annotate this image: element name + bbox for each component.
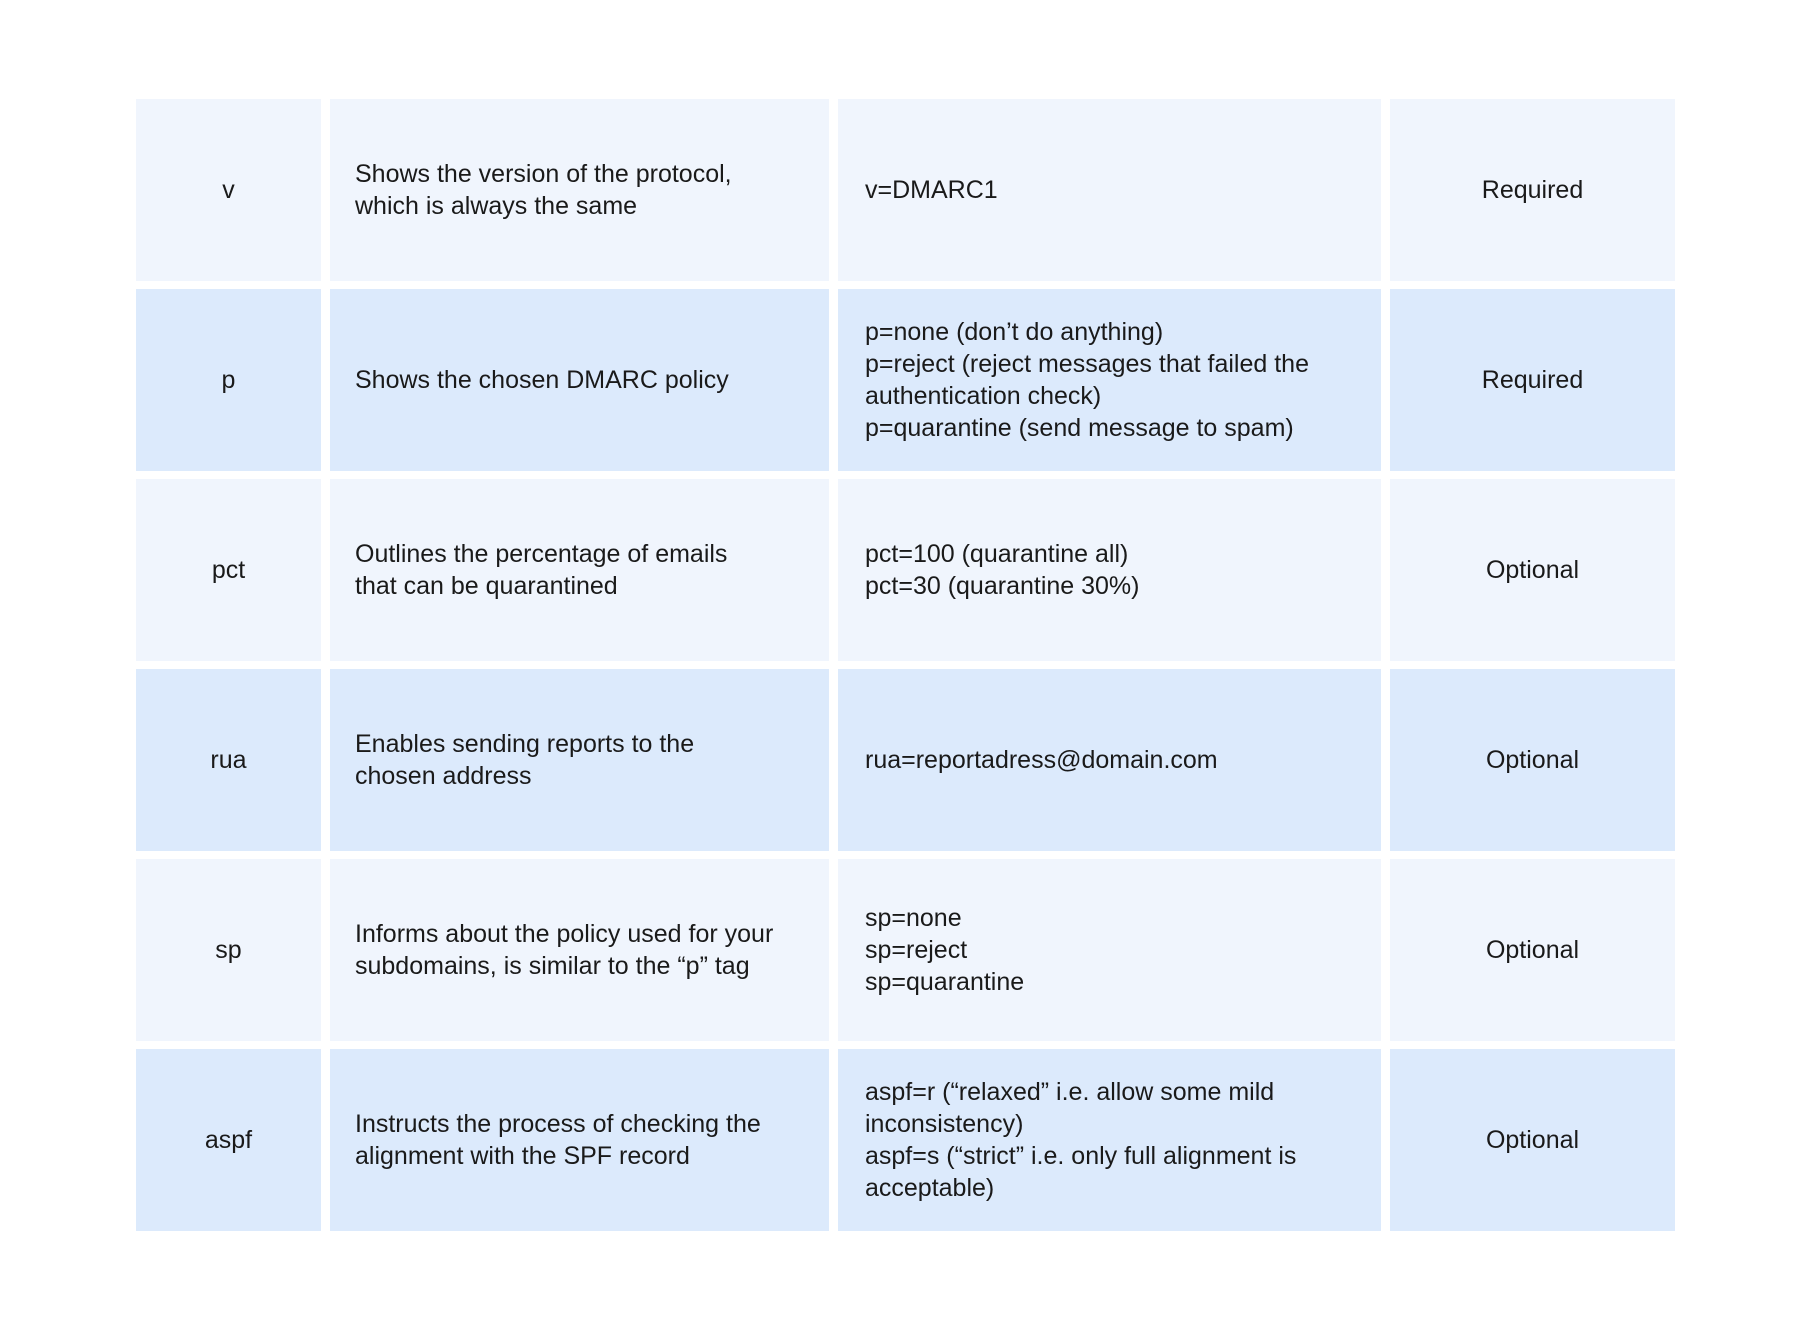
tag-cell: sp	[136, 859, 321, 1041]
example-cell: rua=reportadress@domain.com	[838, 669, 1381, 851]
status-cell: Required	[1390, 289, 1675, 471]
description-cell: Shows the chosen DMARC policy	[330, 289, 829, 471]
status-cell: Optional	[1390, 669, 1675, 851]
tag-cell: aspf	[136, 1049, 321, 1231]
status-cell: Required	[1390, 99, 1675, 281]
description-cell: Shows the version of the protocol, which is always the same	[330, 99, 829, 281]
dmarc-tags-table	[136, 99, 1675, 1231]
example-cell: v=DMARC1	[838, 99, 1381, 281]
tag-cell: p	[136, 289, 321, 471]
example-cell: pct=100 (quarantine all) pct=30 (quarantine 30%)	[838, 479, 1381, 661]
example-cell: p=none (don’t do anything) p=reject (reject messages that failed the authentication check) p=quarantine (send message to spam)	[838, 289, 1381, 471]
description-cell: Outlines the percentage of emails that can be quarantined	[330, 479, 829, 661]
status-cell: Optional	[1390, 859, 1675, 1041]
status-cell: Optional	[1390, 479, 1675, 661]
tag-cell: pct	[136, 479, 321, 661]
example-cell: aspf=r (“relaxed” i.e. allow some mild inconsistency) aspf=s (“strict” i.e. only full alignment is acceptable)	[838, 1049, 1381, 1231]
description-cell: Informs about the policy used for your subdomains, is similar to the “p” tag	[330, 859, 829, 1041]
description-cell: Enables sending reports to the chosen address	[330, 669, 829, 851]
example-cell: sp=none sp=reject sp=quarantine	[838, 859, 1381, 1041]
status-cell: Optional	[1390, 1049, 1675, 1231]
description-cell: Instructs the process of checking the alignment with the SPF record	[330, 1049, 829, 1231]
tag-cell: v	[136, 99, 321, 281]
tag-cell: rua	[136, 669, 321, 851]
